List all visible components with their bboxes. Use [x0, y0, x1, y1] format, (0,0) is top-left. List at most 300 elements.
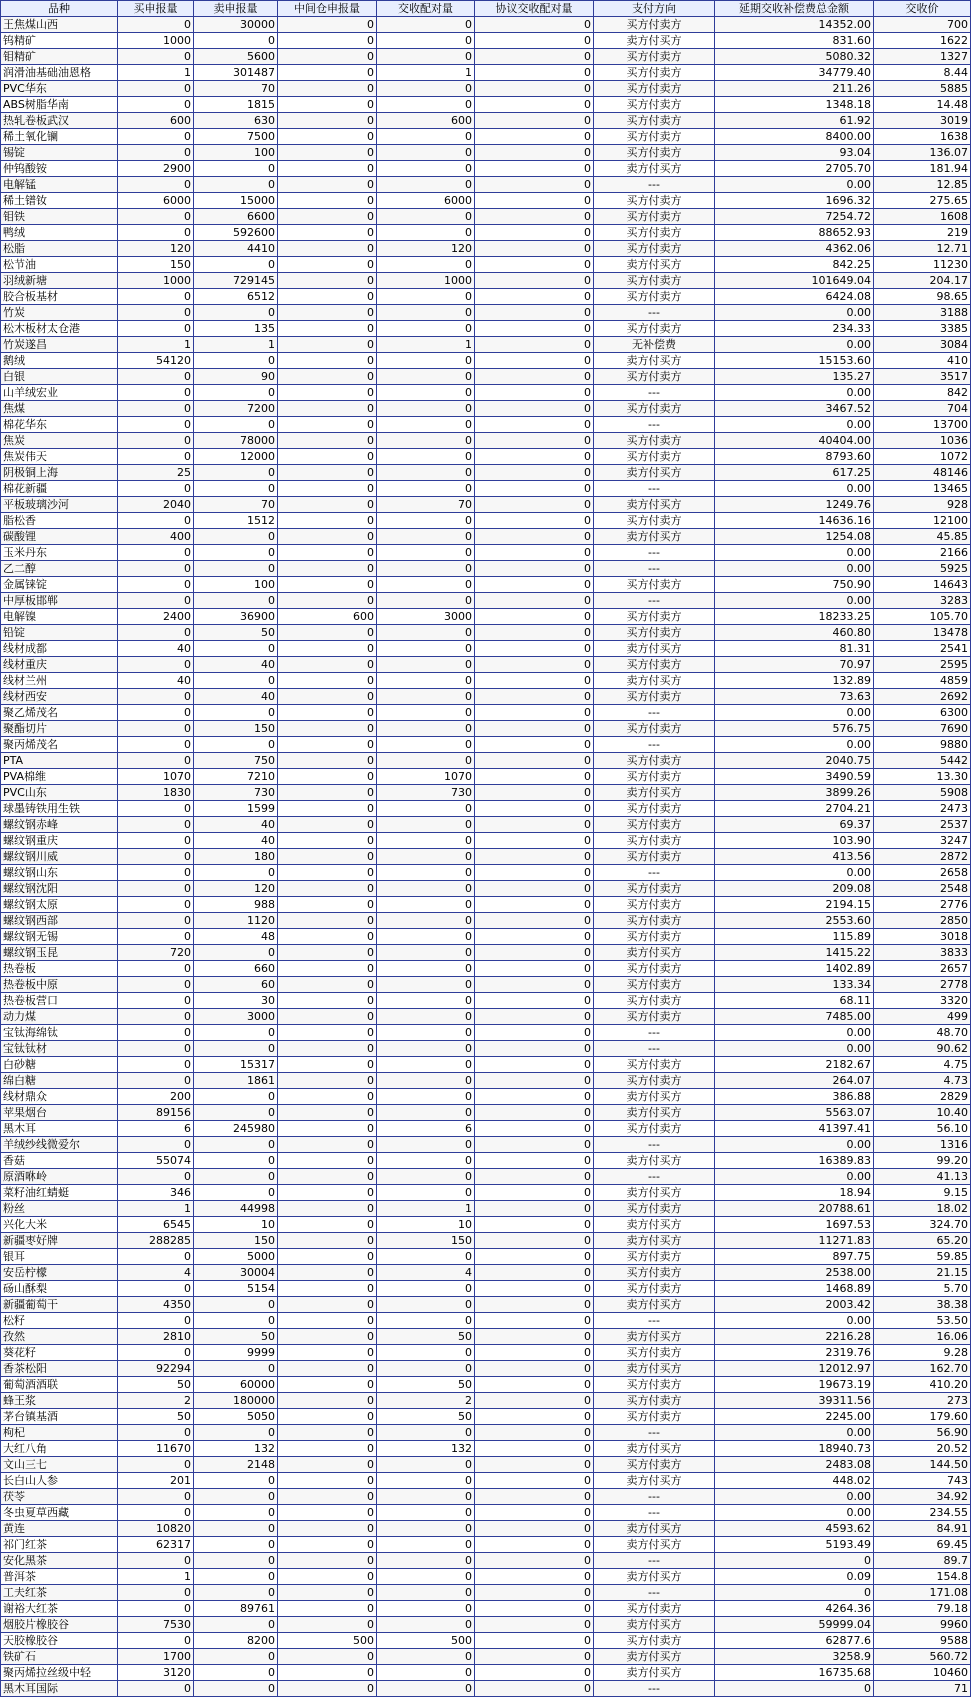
buy-declared-cell: 0 [118, 833, 194, 849]
sell-declared-cell: 8200 [194, 1633, 278, 1649]
buy-declared-cell: 7530 [118, 1617, 194, 1633]
compensation-total-cell: 0 [715, 1681, 874, 1697]
buy-declared-cell: 50 [118, 1409, 194, 1425]
agreement-matched-cell: 0 [475, 1185, 594, 1201]
buy-declared-cell: 4 [118, 1265, 194, 1281]
sell-declared-cell: 0 [194, 1505, 278, 1521]
sell-declared-cell: 0 [194, 1585, 278, 1601]
buy-declared-cell: 0 [118, 385, 194, 401]
intermediate-declared-cell: 0 [278, 177, 377, 193]
product-cell: 羽绒新塘 [1, 273, 118, 289]
compensation-total-cell: 1249.76 [715, 497, 874, 513]
buy-declared-cell: 0 [118, 625, 194, 641]
buy-declared-cell: 0 [118, 689, 194, 705]
settlement-price-cell: 13.30 [874, 769, 971, 785]
sell-declared-cell: 120 [194, 881, 278, 897]
settlement-price-cell: 12100 [874, 513, 971, 529]
payment-direction-cell: 买方付卖方 [594, 1073, 715, 1089]
matched-qty-cell: 0 [377, 257, 475, 273]
compensation-total-cell: 386.88 [715, 1089, 874, 1105]
sell-declared-cell: 301487 [194, 65, 278, 81]
sell-declared-cell: 0 [194, 1617, 278, 1633]
header-matched-qty: 交收配对量 [377, 1, 475, 17]
intermediate-declared-cell: 0 [278, 449, 377, 465]
payment-direction-cell: 买方付卖方 [594, 1201, 715, 1217]
matched-qty-cell: 0 [377, 385, 475, 401]
intermediate-declared-cell: 0 [278, 737, 377, 753]
settlement-price-cell: 10460 [874, 1665, 971, 1681]
table-row [1, 177, 971, 193]
matched-qty-cell: 0 [377, 737, 475, 753]
payment-direction-cell: 卖方付买方 [594, 353, 715, 369]
product-cell: 工夫红茶 [1, 1585, 118, 1601]
agreement-matched-cell: 0 [475, 1393, 594, 1409]
settlement-price-cell: 1608 [874, 209, 971, 225]
agreement-matched-cell: 0 [475, 1489, 594, 1505]
intermediate-declared-cell: 0 [278, 321, 377, 337]
compensation-total-cell: 16735.68 [715, 1665, 874, 1681]
table-row [1, 353, 971, 369]
buy-declared-cell: 0 [118, 81, 194, 97]
table-row [1, 1137, 971, 1153]
payment-direction-cell: 卖方付买方 [594, 529, 715, 545]
sell-declared-cell: 7200 [194, 401, 278, 417]
matched-qty-cell: 0 [377, 1489, 475, 1505]
matched-qty-cell: 0 [377, 1345, 475, 1361]
intermediate-declared-cell: 0 [278, 209, 377, 225]
settlement-price-cell: 2776 [874, 897, 971, 913]
settlement-price-cell: 5908 [874, 785, 971, 801]
table-row [1, 225, 971, 241]
settlement-price-cell: 2872 [874, 849, 971, 865]
product-cell: 中厚板邯郸 [1, 593, 118, 609]
sell-declared-cell: 0 [194, 1137, 278, 1153]
agreement-matched-cell: 0 [475, 705, 594, 721]
compensation-total-cell: 7485.00 [715, 1009, 874, 1025]
matched-qty-cell: 120 [377, 241, 475, 257]
matched-qty-cell: 0 [377, 945, 475, 961]
payment-direction-cell: --- [594, 1041, 715, 1057]
table-row [1, 1217, 971, 1233]
settlement-price-cell: 1036 [874, 433, 971, 449]
payment-direction-cell: 买方付卖方 [594, 1345, 715, 1361]
matched-qty-cell: 0 [377, 1089, 475, 1105]
buy-declared-cell: 0 [118, 753, 194, 769]
matched-qty-cell: 0 [377, 1169, 475, 1185]
payment-direction-cell: 买方付卖方 [594, 1409, 715, 1425]
settlement-price-cell: 136.07 [874, 145, 971, 161]
payment-direction-cell: 卖方付买方 [594, 641, 715, 657]
buy-declared-cell: 0 [118, 1681, 194, 1697]
compensation-total-cell: 115.89 [715, 929, 874, 945]
buy-declared-cell: 10820 [118, 1521, 194, 1537]
table-row [1, 1185, 971, 1201]
sell-declared-cell: 0 [194, 1105, 278, 1121]
product-cell: 冬虫夏草西藏 [1, 1505, 118, 1521]
payment-direction-cell: 买方付卖方 [594, 273, 715, 289]
product-cell: 线材重庆 [1, 657, 118, 673]
payment-direction-cell: 买方付卖方 [594, 849, 715, 865]
payment-direction-cell: 卖方付买方 [594, 33, 715, 49]
table-row [1, 1521, 971, 1537]
agreement-matched-cell: 0 [475, 1425, 594, 1441]
buy-declared-cell: 0 [118, 17, 194, 33]
table-row [1, 33, 971, 49]
agreement-matched-cell: 0 [475, 1617, 594, 1633]
compensation-total-cell: 0.00 [715, 561, 874, 577]
agreement-matched-cell: 0 [475, 833, 594, 849]
agreement-matched-cell: 0 [475, 609, 594, 625]
intermediate-declared-cell: 0 [278, 1185, 377, 1201]
buy-declared-cell: 1700 [118, 1649, 194, 1665]
buy-declared-cell: 288285 [118, 1233, 194, 1249]
settlement-price-cell: 842 [874, 385, 971, 401]
sell-declared-cell: 0 [194, 257, 278, 273]
product-cell: 松脂 [1, 241, 118, 257]
matched-qty-cell: 0 [377, 481, 475, 497]
settlement-price-cell: 179.60 [874, 1409, 971, 1425]
sell-declared-cell: 0 [194, 945, 278, 961]
payment-direction-cell: 卖方付买方 [594, 1665, 715, 1681]
payment-direction-cell: 买方付卖方 [594, 657, 715, 673]
compensation-total-cell: 59999.04 [715, 1617, 874, 1633]
matched-qty-cell: 0 [377, 1649, 475, 1665]
compensation-total-cell: 1697.53 [715, 1217, 874, 1233]
agreement-matched-cell: 0 [475, 97, 594, 113]
buy-declared-cell: 0 [118, 1009, 194, 1025]
sell-declared-cell: 0 [194, 481, 278, 497]
product-cell: 螺纹钢重庆 [1, 833, 118, 849]
agreement-matched-cell: 0 [475, 769, 594, 785]
matched-qty-cell: 2 [377, 1393, 475, 1409]
payment-direction-cell: --- [594, 1553, 715, 1569]
sell-declared-cell: 50 [194, 625, 278, 641]
agreement-matched-cell: 0 [475, 1105, 594, 1121]
compensation-total-cell: 0.00 [715, 1025, 874, 1041]
intermediate-declared-cell: 0 [278, 1569, 377, 1585]
agreement-matched-cell: 0 [475, 209, 594, 225]
intermediate-declared-cell: 0 [278, 1377, 377, 1393]
intermediate-declared-cell: 0 [278, 1617, 377, 1633]
table-row [1, 289, 971, 305]
buy-declared-cell: 1070 [118, 769, 194, 785]
sell-declared-cell: 30004 [194, 1265, 278, 1281]
settlement-price-cell: 3833 [874, 945, 971, 961]
sell-declared-cell: 5050 [194, 1409, 278, 1425]
product-cell: 香茶松阳 [1, 1361, 118, 1377]
buy-declared-cell: 2400 [118, 609, 194, 625]
compensation-total-cell: 135.27 [715, 369, 874, 385]
product-cell: 动力煤 [1, 1009, 118, 1025]
settlement-price-cell: 5442 [874, 753, 971, 769]
buy-declared-cell: 0 [118, 321, 194, 337]
product-cell: 天胶橡胶谷 [1, 1633, 118, 1649]
buy-declared-cell: 0 [118, 129, 194, 145]
intermediate-declared-cell: 0 [278, 993, 377, 1009]
payment-direction-cell: 买方付卖方 [594, 1377, 715, 1393]
payment-direction-cell: 卖方付买方 [594, 1185, 715, 1201]
sell-declared-cell: 60000 [194, 1377, 278, 1393]
settlement-price-cell: 5925 [874, 561, 971, 577]
compensation-total-cell: 132.89 [715, 673, 874, 689]
payment-direction-cell: --- [594, 1585, 715, 1601]
product-cell: 银耳 [1, 1249, 118, 1265]
product-cell: 茅台镇基酒 [1, 1409, 118, 1425]
agreement-matched-cell: 0 [475, 1169, 594, 1185]
settlement-price-cell: 219 [874, 225, 971, 241]
settlement-price-cell: 275.65 [874, 193, 971, 209]
settlement-price-cell: 84.91 [874, 1521, 971, 1537]
payment-direction-cell: --- [594, 705, 715, 721]
product-cell: 平板玻璃沙河 [1, 497, 118, 513]
buy-declared-cell: 0 [118, 1025, 194, 1041]
settlement-price-cell: 2778 [874, 977, 971, 993]
intermediate-declared-cell: 0 [278, 833, 377, 849]
sell-declared-cell: 7210 [194, 769, 278, 785]
compensation-total-cell: 15153.60 [715, 353, 874, 369]
payment-direction-cell: --- [594, 561, 715, 577]
payment-direction-cell: 买方付卖方 [594, 1009, 715, 1025]
settlement-price-cell: 234.55 [874, 1505, 971, 1521]
table-row [1, 625, 971, 641]
product-cell: 烟胶片橡胶谷 [1, 1617, 118, 1633]
matched-qty-cell: 0 [377, 1425, 475, 1441]
buy-declared-cell: 2810 [118, 1329, 194, 1345]
payment-direction-cell: 买方付卖方 [594, 145, 715, 161]
intermediate-declared-cell: 0 [278, 1217, 377, 1233]
compensation-total-cell: 62877.6 [715, 1633, 874, 1649]
sell-declared-cell: 78000 [194, 433, 278, 449]
table-row [1, 1425, 971, 1441]
compensation-total-cell: 20788.61 [715, 1201, 874, 1217]
compensation-total-cell: 2245.00 [715, 1409, 874, 1425]
matched-qty-cell: 0 [377, 561, 475, 577]
compensation-total-cell: 101649.04 [715, 273, 874, 289]
matched-qty-cell: 0 [377, 1617, 475, 1633]
table-row [1, 977, 971, 993]
payment-direction-cell: 买方付卖方 [594, 817, 715, 833]
matched-qty-cell: 0 [377, 1601, 475, 1617]
payment-direction-cell: 买方付卖方 [594, 369, 715, 385]
sell-declared-cell: 729145 [194, 273, 278, 289]
sell-declared-cell: 0 [194, 1473, 278, 1489]
payment-direction-cell: 卖方付买方 [594, 1153, 715, 1169]
agreement-matched-cell: 0 [475, 1121, 594, 1137]
buy-declared-cell: 2040 [118, 497, 194, 513]
table-row [1, 1681, 971, 1697]
matched-qty-cell: 0 [377, 209, 475, 225]
settlement-price-cell: 16.06 [874, 1329, 971, 1345]
buy-declared-cell: 200 [118, 1089, 194, 1105]
compensation-total-cell: 0.00 [715, 481, 874, 497]
buy-declared-cell: 89156 [118, 1105, 194, 1121]
intermediate-declared-cell: 0 [278, 1393, 377, 1409]
agreement-matched-cell: 0 [475, 1633, 594, 1649]
table-row [1, 641, 971, 657]
settlement-price-cell: 4.75 [874, 1057, 971, 1073]
payment-direction-cell: 买方付卖方 [594, 1457, 715, 1473]
product-cell: 钼铁 [1, 209, 118, 225]
intermediate-declared-cell: 0 [278, 673, 377, 689]
settlement-price-cell: 2166 [874, 545, 971, 561]
matched-qty-cell: 500 [377, 1633, 475, 1649]
buy-declared-cell: 400 [118, 529, 194, 545]
payment-direction-cell: --- [594, 385, 715, 401]
intermediate-declared-cell: 0 [278, 337, 377, 353]
buy-declared-cell: 0 [118, 1585, 194, 1601]
settlement-price-cell: 59.85 [874, 1249, 971, 1265]
compensation-total-cell: 5193.49 [715, 1537, 874, 1553]
sell-declared-cell: 2148 [194, 1457, 278, 1473]
table-row [1, 1345, 971, 1361]
sell-declared-cell: 5154 [194, 1281, 278, 1297]
agreement-matched-cell: 0 [475, 305, 594, 321]
settlement-price-cell: 2473 [874, 801, 971, 817]
table-row [1, 257, 971, 273]
product-cell: 热卷板营口 [1, 993, 118, 1009]
payment-direction-cell: 买方付卖方 [594, 433, 715, 449]
header-compensation-total: 延期交收补偿费总金额 [715, 1, 874, 17]
product-cell: 焦煤 [1, 401, 118, 417]
compensation-total-cell: 3899.26 [715, 785, 874, 801]
intermediate-declared-cell: 0 [278, 1297, 377, 1313]
table-row [1, 1025, 971, 1041]
compensation-total-cell: 6424.08 [715, 289, 874, 305]
sell-declared-cell: 660 [194, 961, 278, 977]
table-body [1, 17, 971, 1697]
buy-declared-cell: 0 [118, 1073, 194, 1089]
buy-declared-cell: 1830 [118, 785, 194, 801]
matched-qty-cell: 0 [377, 305, 475, 321]
product-cell: 普洱茶 [1, 1569, 118, 1585]
matched-qty-cell: 0 [377, 1057, 475, 1073]
product-cell: PVC华东 [1, 81, 118, 97]
intermediate-declared-cell: 0 [278, 1345, 377, 1361]
compensation-total-cell: 93.04 [715, 145, 874, 161]
compensation-total-cell: 617.25 [715, 465, 874, 481]
agreement-matched-cell: 0 [475, 433, 594, 449]
compensation-total-cell: 3490.59 [715, 769, 874, 785]
settlement-price-cell: 2658 [874, 865, 971, 881]
compensation-total-cell: 0.00 [715, 337, 874, 353]
compensation-total-cell: 34779.40 [715, 65, 874, 81]
table-row [1, 481, 971, 497]
compensation-total-cell: 7254.72 [715, 209, 874, 225]
table-row [1, 81, 971, 97]
table-row [1, 897, 971, 913]
intermediate-declared-cell: 0 [278, 641, 377, 657]
product-cell: 竹炭遂昌 [1, 337, 118, 353]
compensation-total-cell: 2705.70 [715, 161, 874, 177]
table-row [1, 273, 971, 289]
payment-direction-cell: --- [594, 545, 715, 561]
table-row [1, 1057, 971, 1073]
compensation-total-cell: 1402.89 [715, 961, 874, 977]
buy-declared-cell: 600 [118, 113, 194, 129]
agreement-matched-cell: 0 [475, 737, 594, 753]
buy-declared-cell: 0 [118, 49, 194, 65]
product-cell: 安化黑茶 [1, 1553, 118, 1569]
buy-declared-cell: 0 [118, 417, 194, 433]
table-row [1, 1121, 971, 1137]
compensation-total-cell: 1696.32 [715, 193, 874, 209]
intermediate-declared-cell: 0 [278, 897, 377, 913]
matched-qty-cell: 0 [377, 625, 475, 641]
product-cell: 螺纹钢沈阳 [1, 881, 118, 897]
payment-direction-cell: 买方付卖方 [594, 1393, 715, 1409]
product-cell: 聚丙烯茂名 [1, 737, 118, 753]
agreement-matched-cell: 0 [475, 1553, 594, 1569]
table-row [1, 1313, 971, 1329]
payment-direction-cell: 买方付卖方 [594, 769, 715, 785]
compensation-total-cell: 133.34 [715, 977, 874, 993]
payment-direction-cell: 买方付卖方 [594, 721, 715, 737]
agreement-matched-cell: 0 [475, 241, 594, 257]
intermediate-declared-cell: 0 [278, 513, 377, 529]
table-row [1, 1409, 971, 1425]
agreement-matched-cell: 0 [475, 1505, 594, 1521]
intermediate-declared-cell: 0 [278, 977, 377, 993]
buy-declared-cell: 6 [118, 1121, 194, 1137]
product-cell: 祁门红茶 [1, 1537, 118, 1553]
agreement-matched-cell: 0 [475, 1137, 594, 1153]
sell-declared-cell: 90 [194, 369, 278, 385]
settlement-price-cell: 700 [874, 17, 971, 33]
sell-declared-cell: 1120 [194, 913, 278, 929]
buy-declared-cell: 0 [118, 225, 194, 241]
header-product: 品种 [1, 1, 118, 17]
table-row [1, 913, 971, 929]
compensation-total-cell: 0.00 [715, 545, 874, 561]
buy-declared-cell: 0 [118, 1505, 194, 1521]
product-cell: 热轧卷板武汉 [1, 113, 118, 129]
compensation-total-cell: 750.90 [715, 577, 874, 593]
table-row [1, 721, 971, 737]
payment-direction-cell: 卖方付买方 [594, 497, 715, 513]
payment-direction-cell: 卖方付买方 [594, 673, 715, 689]
settlement-price-cell: 18.02 [874, 1201, 971, 1217]
settlement-price-cell: 21.15 [874, 1265, 971, 1281]
intermediate-declared-cell: 0 [278, 1041, 377, 1057]
agreement-matched-cell: 0 [475, 993, 594, 1009]
product-cell: 聚酯切片 [1, 721, 118, 737]
payment-direction-cell: 买方付卖方 [594, 929, 715, 945]
sell-declared-cell: 1815 [194, 97, 278, 113]
compensation-total-cell: 2538.00 [715, 1265, 874, 1281]
intermediate-declared-cell: 0 [278, 1313, 377, 1329]
buy-declared-cell: 0 [118, 577, 194, 593]
matched-qty-cell: 0 [377, 1041, 475, 1057]
settlement-price-cell: 162.70 [874, 1361, 971, 1377]
matched-qty-cell: 0 [377, 1137, 475, 1153]
buy-declared-cell: 0 [118, 705, 194, 721]
buy-declared-cell: 0 [118, 865, 194, 881]
intermediate-declared-cell: 0 [278, 1441, 377, 1457]
agreement-matched-cell: 0 [475, 1681, 594, 1697]
sell-declared-cell: 6512 [194, 289, 278, 305]
settlement-price-cell: 2541 [874, 641, 971, 657]
compensation-total-cell: 11271.83 [715, 1233, 874, 1249]
intermediate-declared-cell: 0 [278, 593, 377, 609]
compensation-total-cell: 61.92 [715, 113, 874, 129]
intermediate-declared-cell: 0 [278, 1137, 377, 1153]
buy-declared-cell: 2 [118, 1393, 194, 1409]
intermediate-declared-cell: 0 [278, 1553, 377, 1569]
payment-direction-cell: 卖方付买方 [594, 1569, 715, 1585]
payment-direction-cell: 买方付卖方 [594, 913, 715, 929]
settlement-price-cell: 9960 [874, 1617, 971, 1633]
intermediate-declared-cell: 0 [278, 241, 377, 257]
